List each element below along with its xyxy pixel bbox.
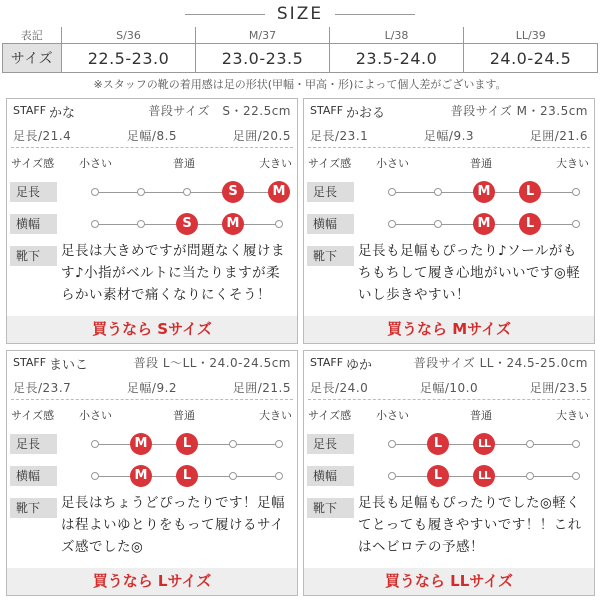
- size-value-m: 23.0-23.5: [196, 44, 330, 73]
- size-fit-marker: L: [176, 433, 198, 455]
- width-label: 横幅: [10, 466, 57, 486]
- scale-large: 大きい: [259, 157, 292, 170]
- size-row-label: サイズ: [3, 44, 62, 73]
- divider: [308, 399, 590, 400]
- foot-length: 足長/21.4: [13, 129, 72, 143]
- scale-tick: [91, 472, 99, 480]
- scale-tick: [137, 188, 145, 196]
- divider: [11, 399, 293, 400]
- size-value-ll: 24.0-24.5: [464, 44, 598, 73]
- scale-tick: [229, 440, 237, 448]
- staff-card: [303, 98, 595, 344]
- foot-measurements: [310, 127, 588, 144]
- foot-width: 足幅/9.2: [126, 381, 178, 395]
- size-fit-marker: M: [130, 465, 152, 487]
- size-fit-marker: M: [222, 213, 244, 235]
- staff-comment: 足長は大きめですが問題なく履けます♪小指がベルトに当たりますが柔らかい素材で痛くなりにくそう！: [61, 243, 285, 303]
- size-value-s: 22.5-23.0: [62, 44, 196, 73]
- foot-width: 足幅/8.5: [126, 129, 178, 143]
- staff-card: [303, 350, 595, 596]
- shoes-label: 靴下: [307, 246, 354, 266]
- foot-length: 足長/24.0: [310, 381, 369, 395]
- foot-width: 足幅/9.3: [423, 129, 475, 143]
- staff-tag: STAFF: [13, 104, 47, 117]
- scale-tick: [388, 188, 396, 196]
- staff-header: [13, 354, 291, 373]
- width-label: 横幅: [10, 214, 57, 234]
- staff-card: [6, 98, 298, 344]
- staff-tag: STAFF: [310, 104, 344, 117]
- size-fit-marker: L: [427, 465, 449, 487]
- size-value-l: 23.5-24.0: [330, 44, 464, 73]
- size-fit-marker: M: [268, 181, 290, 203]
- scale-tick: [434, 220, 442, 228]
- recommend-size: 買うなら Sサイズ: [7, 316, 297, 343]
- staff-tag: STAFF: [310, 356, 344, 369]
- foot-girth: 足囲/21.5: [232, 381, 291, 395]
- width-label: 横幅: [307, 466, 354, 486]
- staff-card: [6, 350, 298, 596]
- size-fit-marker: S: [176, 213, 198, 235]
- title-line-right: [335, 14, 415, 15]
- size-fit-marker: M: [473, 181, 495, 203]
- scale-tick: [91, 440, 99, 448]
- scale-normal: 普通: [173, 409, 195, 422]
- page-title: SIZE: [276, 4, 324, 24]
- foot-width: 足幅/10.0: [419, 381, 479, 395]
- size-header-l: L/38: [330, 27, 464, 44]
- size-fit-marker: L: [427, 433, 449, 455]
- recommend-size: 買うなら Lサイズ: [7, 568, 297, 595]
- scale-tick: [434, 188, 442, 196]
- size-fit-marker: LL: [473, 433, 495, 455]
- length-label: 足長: [307, 434, 354, 454]
- size-header-label: 表記: [3, 27, 62, 44]
- size-fit-marker: M: [130, 433, 152, 455]
- scale-tick: [275, 220, 283, 228]
- foot-measurements: [13, 127, 291, 144]
- scale-tick: [572, 188, 580, 196]
- foot-girth: 足囲/20.5: [232, 129, 291, 143]
- scale-tick: [526, 440, 534, 448]
- scale-tick: [275, 440, 283, 448]
- size-header-ll: LL/39: [464, 27, 598, 44]
- size-fit-marker: LL: [473, 465, 495, 487]
- width-label: 横幅: [307, 214, 354, 234]
- staff-name: まいこ: [49, 358, 89, 373]
- shoes-label: 靴下: [307, 498, 354, 518]
- foot-measurements: [13, 379, 291, 396]
- staff-name: ゆか: [346, 358, 373, 373]
- size-header-s: S/36: [62, 27, 196, 44]
- scale-tick: [183, 188, 191, 196]
- divider: [11, 147, 293, 148]
- length-label: 足長: [307, 182, 354, 202]
- staff-name: かおる: [346, 106, 386, 121]
- length-label: 足長: [10, 182, 57, 202]
- staff-header: [13, 102, 291, 121]
- scale-label: サイズ感: [11, 157, 55, 170]
- scale-small: 小さい: [376, 409, 409, 422]
- scale-normal: 普通: [173, 157, 195, 170]
- usual-size: 普段サイズ S・22.5cm: [148, 104, 291, 118]
- scale-tick: [572, 220, 580, 228]
- size-table-value-row: [3, 44, 598, 73]
- foot-girth: 足囲/23.5: [529, 381, 588, 395]
- scale-tick: [388, 472, 396, 480]
- scale-tick: [388, 220, 396, 228]
- foot-length: 足長/23.1: [310, 129, 369, 143]
- recommend-size: 買うなら Mサイズ: [304, 316, 594, 343]
- staff-header: [310, 102, 588, 121]
- size-fit-marker: L: [519, 181, 541, 203]
- scale-small: 小さい: [79, 409, 112, 422]
- staff-header: [310, 354, 588, 373]
- usual-size: 普段サイズ M・23.5cm: [450, 104, 588, 118]
- size-header-m: M/37: [196, 27, 330, 44]
- size-fit-marker: S: [222, 181, 244, 203]
- size-fit-marker: L: [176, 465, 198, 487]
- usual-size: 普段 L〜LL・24.0-24.5cm: [133, 356, 291, 370]
- size-fit-marker: M: [473, 213, 495, 235]
- size-fit-marker: L: [519, 213, 541, 235]
- staff-comment: 足長も足幅もぴったり♪ソールがもちもちして履き心地がいいです◎軽いし歩きやすい！: [358, 243, 581, 303]
- scale-normal: 普通: [470, 157, 492, 170]
- staff-name: かな: [49, 106, 76, 121]
- size-table-header-row: [3, 27, 598, 44]
- recommend-size: 買うなら LLサイズ: [304, 568, 594, 595]
- scale-small: 小さい: [79, 157, 112, 170]
- length-label: 足長: [10, 434, 57, 454]
- shoes-label: 靴下: [10, 246, 57, 266]
- foot-length: 足長/23.7: [13, 381, 72, 395]
- foot-measurements: [310, 379, 588, 396]
- staff-comment: 足長も足幅もぴったりでした◎軽くてとっても履きやすいです！！これはヘビロテの予感！: [358, 495, 582, 555]
- scale-tick: [275, 472, 283, 480]
- scale-large: 大きい: [556, 409, 589, 422]
- scale-label: サイズ感: [11, 409, 55, 422]
- scale-label: サイズ感: [308, 409, 352, 422]
- staff-tag: STAFF: [13, 356, 47, 369]
- divider: [308, 147, 590, 148]
- scale-tick: [572, 472, 580, 480]
- scale-large: 大きい: [556, 157, 589, 170]
- scale-normal: 普通: [470, 409, 492, 422]
- fit-note: ※スタッフの靴の着用感は足の形状(甲幅・甲高・形)によって個人差がございます。: [93, 78, 507, 91]
- scale-tick: [572, 440, 580, 448]
- scale-tick: [91, 220, 99, 228]
- scale-tick: [388, 440, 396, 448]
- shoes-label: 靴下: [10, 498, 57, 518]
- scale-label: サイズ感: [308, 157, 352, 170]
- size-table: [2, 27, 598, 73]
- scale-tick: [91, 188, 99, 196]
- scale-tick: [526, 472, 534, 480]
- staff-comment: 足長はちょうどぴったりです！足幅は程よいゆとりをもって履けるサイズ感でした◎: [61, 495, 285, 555]
- usual-size: 普段サイズ LL・24.5-25.0cm: [413, 356, 588, 370]
- scale-large: 大きい: [259, 409, 292, 422]
- scale-tick: [137, 220, 145, 228]
- scale-tick: [229, 472, 237, 480]
- scale-small: 小さい: [376, 157, 409, 170]
- foot-girth: 足囲/21.6: [529, 129, 588, 143]
